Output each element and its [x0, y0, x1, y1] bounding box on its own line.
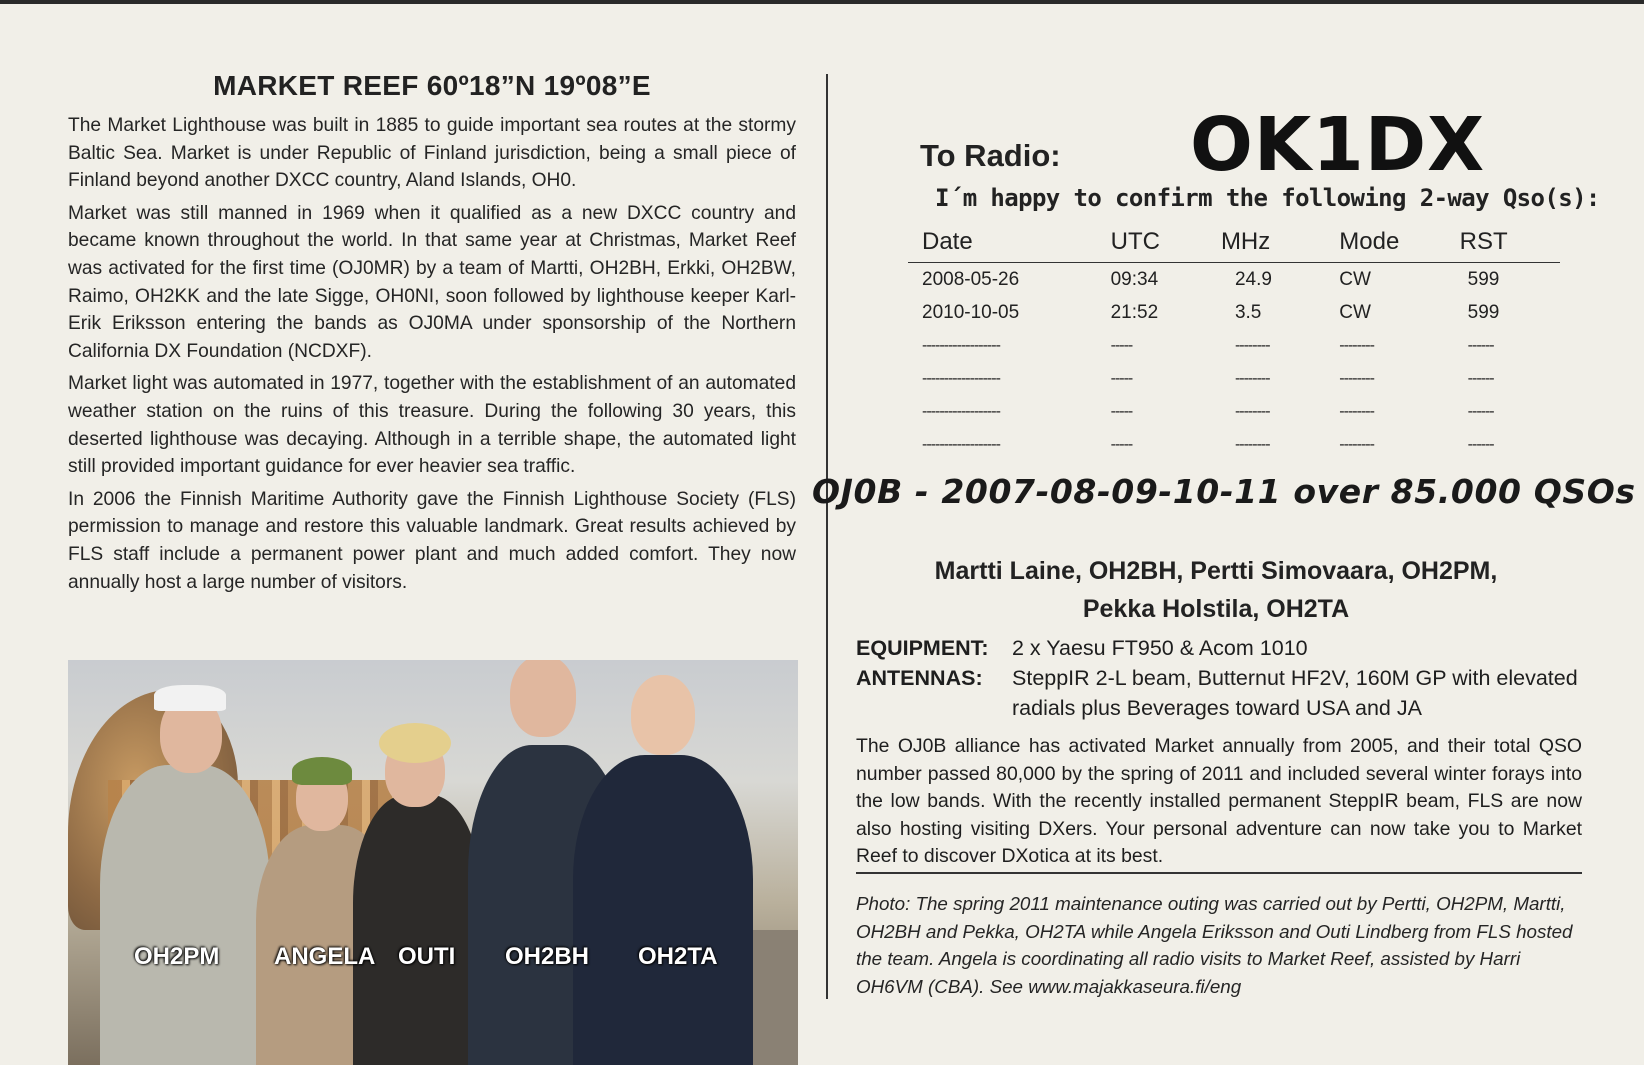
recipient-callsign: OK1DX	[1190, 102, 1486, 188]
photo-label-oh2bh: OH2BH	[505, 943, 590, 970]
cell-mode: --------	[1339, 435, 1374, 453]
location-title: MARKET REEF 60º18”N 19º08”E	[213, 70, 651, 101]
cell-mode: CW	[1339, 268, 1371, 290]
table-row	[908, 296, 1560, 329]
cell-mode: --------	[1339, 402, 1374, 420]
cell-mode: --------	[1339, 336, 1374, 354]
antennas-row	[856, 663, 1586, 723]
team-photo	[68, 660, 798, 1065]
table-row	[908, 395, 1560, 428]
cell-mhz: --------	[1234, 402, 1270, 420]
cell-mhz: --------	[1234, 336, 1270, 354]
cell-date: ------------------	[922, 369, 1000, 387]
photo-label-angela: ANGELA	[274, 943, 376, 970]
cell-utc: -----	[1110, 369, 1133, 387]
cell-mhz: --------	[1234, 435, 1270, 453]
table-row	[908, 263, 1560, 297]
caption-divider	[856, 872, 1582, 874]
cell-date: 2010-10-05	[922, 301, 1020, 323]
column-divider	[826, 74, 828, 999]
table-row	[908, 329, 1560, 362]
operators-block	[856, 552, 1576, 628]
cell-date: ------------------	[922, 336, 1000, 354]
history-paragraph-4: In 2006 the Finnish Maritime Authority gave the Finnish Lighthouse Society (FLS) permission to manage and restore this valuable landmark. Great results achieved by FLS staff include a permanent power plant and much added comfort. They now annually host a large number of visitors.	[68, 488, 796, 593]
photo-label-oh2ta: OH2TA	[638, 943, 718, 970]
photo-label-outi: OUTI	[398, 943, 456, 970]
cell-mode: --------	[1339, 369, 1374, 387]
cell-date: 2008-05-26	[922, 268, 1020, 290]
cell-rst: ------	[1467, 369, 1494, 387]
to-radio-label: To Radio:	[920, 138, 1061, 173]
photo-caption: Photo: The spring 2011 maintenance outing was carried out by Pertti, OH2PM, Martti, OH2BH and Pekka, OH2TA while Angela Eriksson and Outi Lindberg from FLS hosted the team. Angela is coordinating all radio visits to Market Reef, assisted by Harri OH6VM (CBA). See www.majakkaseura.fi/eng	[856, 893, 1573, 997]
cell-utc: 09:34	[1110, 268, 1159, 290]
cell-date: ------------------	[922, 435, 1000, 453]
equipment-row	[856, 633, 1586, 663]
cell-rst: 599	[1467, 301, 1500, 323]
oj0b-banner: OJ0B - 2007-08-09-10-11 over 85.000 QSOs	[812, 472, 1636, 511]
photo-label-oh2pm: OH2PM	[134, 943, 220, 970]
cell-mhz: --------	[1234, 369, 1270, 387]
antennas-label: ANTENNAS:	[856, 666, 983, 690]
cell-mhz: 3.5	[1234, 301, 1262, 323]
equipment-value: 2 x Yaesu FT950 & Acom 1010	[1012, 636, 1308, 660]
equipment-label: EQUIPMENT:	[856, 636, 989, 660]
cell-utc: -----	[1110, 336, 1133, 354]
cell-mhz: 24.9	[1234, 268, 1272, 290]
history-column	[68, 70, 796, 601]
cell-mode: CW	[1339, 301, 1371, 323]
cell-utc: -----	[1110, 402, 1133, 420]
operators-line-1: Martti Laine, OH2BH, Pertti Simovaara, OH2PM,	[934, 557, 1498, 585]
card-top-edge	[0, 0, 1644, 4]
person-oh2ta-figure	[573, 665, 763, 1065]
table-row	[908, 362, 1560, 395]
alliance-paragraph: The OJ0B alliance has activated Market annually from 2005, and their total QSO number passed 80,000 by the spring of 2011 and included several winter forays into the low bands. With the recently installed permanent SteppIR beam, FLS are now also hosting visiting DXers. Your personal adventure can now take you to Market Reef to discover DXotica at its best.	[856, 735, 1582, 867]
cell-date: ------------------	[922, 402, 1000, 420]
qso-header-row	[908, 224, 1560, 263]
history-paragraph-2: Market was still manned in 1969 when it qualified as a new DXCC country and became known throughout the world. In that same year at Christmas, Market Reef was activated for the first time (OJ0MR) by a team of Martti, OH2BH, Erkki, OH2BW, Raimo, OH2KK and the late Sigge, OH0NI, soon followed by lighthouse keeper Karl-Erik Eriksson entering the bands as OJ0MA under sponsorship of the Northern California DX Foundation (NCDXF).	[68, 202, 796, 362]
header-date: Date	[908, 224, 1111, 263]
cell-rst: 599	[1467, 268, 1500, 290]
header-mode: Mode	[1339, 224, 1459, 263]
table-row	[908, 428, 1560, 461]
cell-utc: 21:52	[1110, 301, 1159, 323]
cell-rst: ------	[1467, 435, 1494, 453]
cell-utc: -----	[1110, 435, 1133, 453]
equipment-block	[856, 633, 1586, 723]
operators-line-2: Pekka Holstila, OH2TA	[1082, 595, 1350, 623]
header-rst: RST	[1460, 224, 1560, 263]
header-mhz: MHz	[1221, 224, 1339, 263]
qso-table	[908, 224, 1560, 461]
history-paragraph-3: Market light was automated in 1977, together with the establishment of an automated weather station on the ruins of this treasure. During the following 30 years, this deserted lighthouse was decaying. Although in a terrible shape, the automated light still provided important guidance for ever heavier sea traffic.	[68, 373, 796, 478]
cell-rst: ------	[1467, 336, 1494, 354]
header-utc: UTC	[1111, 224, 1221, 263]
antennas-value: SteppIR 2-L beam, Butternut HF2V, 160M GP with elevated radials plus Beverages toward USA and JA	[1012, 666, 1578, 720]
confirmation-text: I´m happy to confirm the following 2-way Qso(s):	[935, 184, 1600, 212]
cell-rst: ------	[1467, 402, 1494, 420]
history-paragraph-1: The Market Lighthouse was built in 1885 to guide important sea routes at the stormy Baltic Sea. Market is under Republic of Finland jurisdiction, being a small piece of Finland beyond another DXCC country, Aland Islands, OH0.	[68, 115, 796, 192]
